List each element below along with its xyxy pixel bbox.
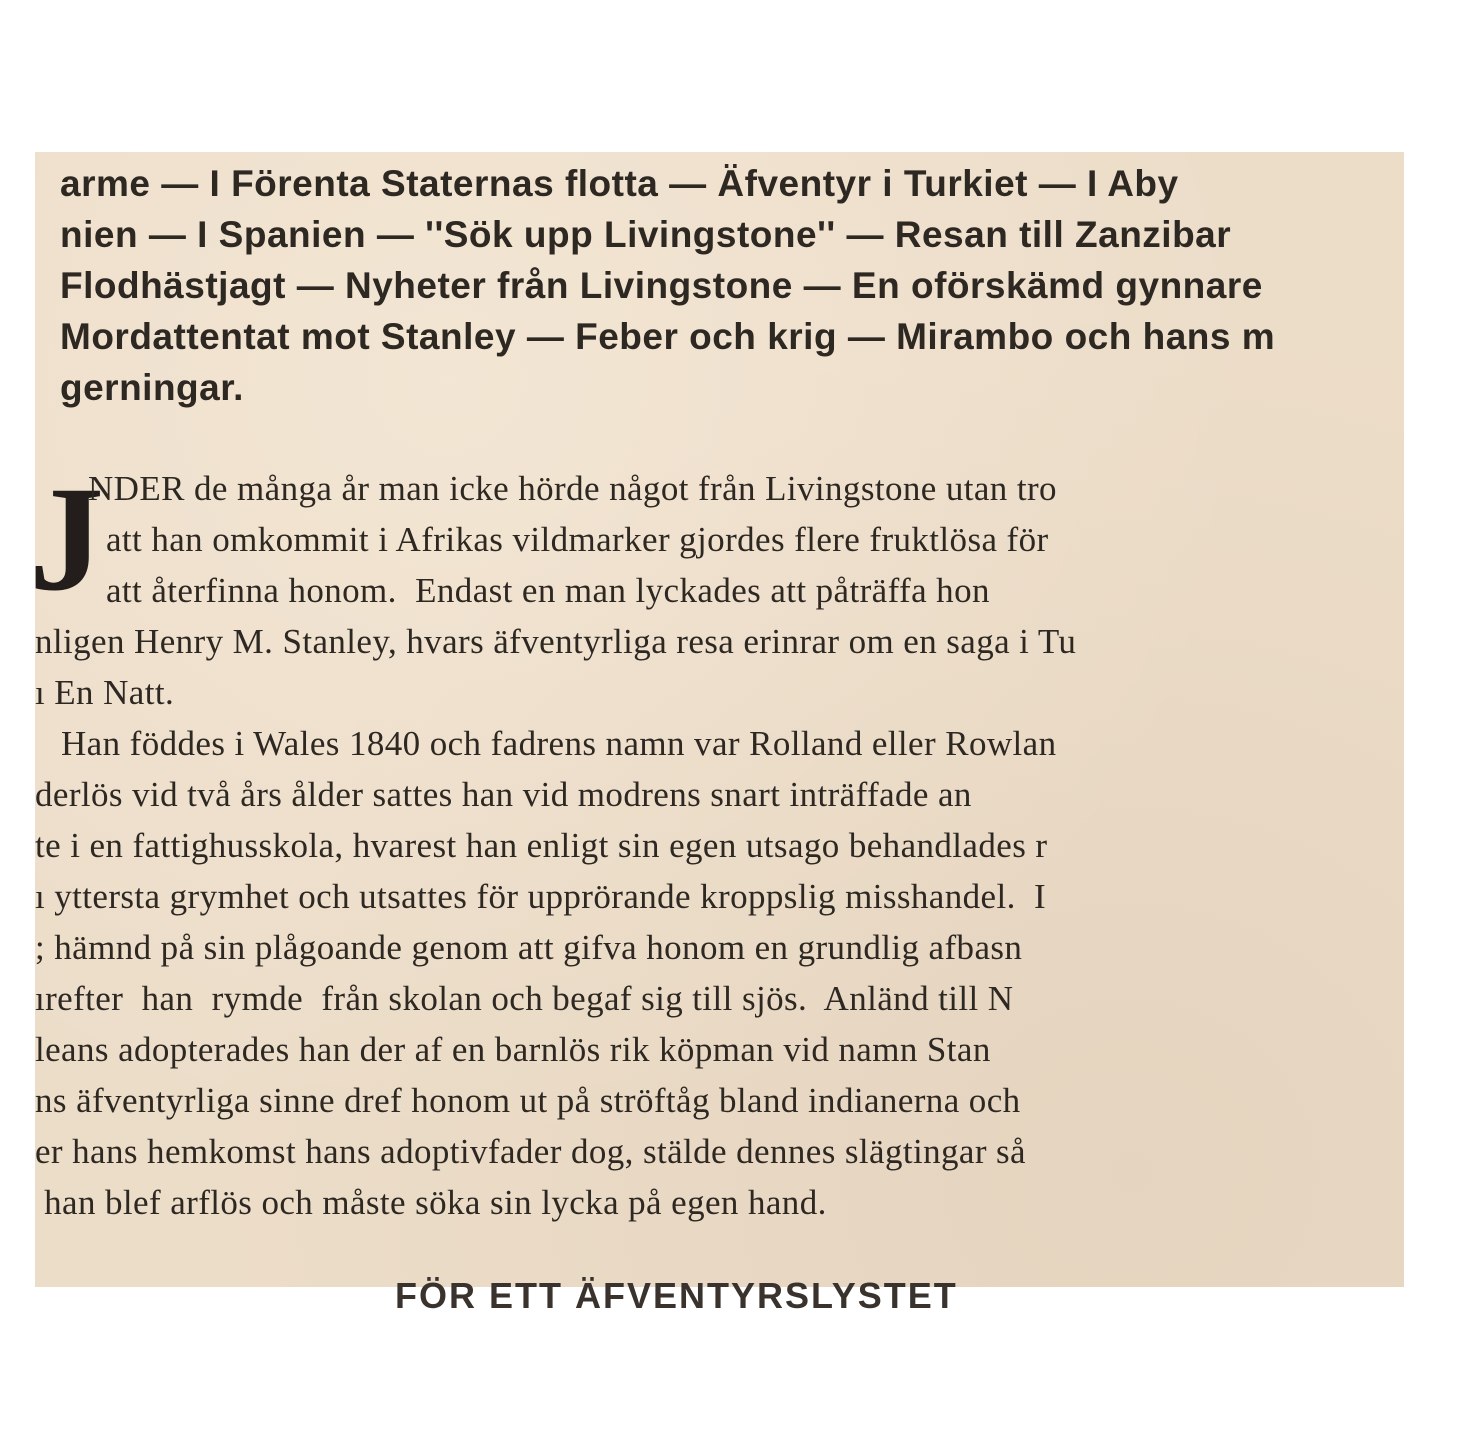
paragraph-line: te i en fattighusskola, hvarest han enligt sin egen utsago behandlades r	[35, 826, 1048, 865]
body-text	[29, 152, 1404, 1287]
paragraph-line: ı En Natt.	[35, 673, 175, 712]
cropped-heading: FÖR ETT ÄFVENTYRSLYSTET	[395, 1275, 958, 1316]
paragraph-line: leans adopterades han der af en barnlös rik köpman vid namn Stan	[35, 1030, 991, 1069]
paragraph-line: nligen Henry M. Stanley, hvars äfventyrliga resa erinrar om en saga i Tu	[35, 622, 1077, 661]
paragraph-line: att han omkommit i Afrikas vildmarker gjordes flere fruktlösa för	[106, 520, 1049, 559]
drop-cap: J	[29, 456, 104, 622]
paragraph-line: ; hämnd på sin plågoande genom att gifva honom en grundlig afbasn	[35, 928, 1023, 967]
summary-line: nien — I Spanien — ''Sök upp Livingstone'' — Resan till Zanzibar	[60, 214, 1232, 255]
paragraph-line: han blef arflös och måste söka sin lycka på egen hand.	[35, 1183, 827, 1222]
summary-line: arme — I Förenta Staternas flotta — Äfventyr i Turkiet — I Aby	[60, 163, 1179, 204]
summary-line: Flodhästjagt — Nyheter från Livingstone — En oförskämd gynnare	[60, 265, 1263, 306]
paragraph-line: derlös vid två års ålder sattes han vid modrens snart inträffade an	[35, 775, 972, 814]
paragraph-line: ırefter han rymde från skolan och begaf sig till sjös. Anländ till N	[35, 979, 1014, 1018]
scanned-page	[29, 152, 1404, 1316]
paragraph-line: Han föddes i Wales 1840 och fadrens namn var Rolland eller Rowlan	[61, 724, 1057, 763]
paragraph-line: er hans hemkomst hans adoptivfader dog, stälde dennes slägtingar så	[35, 1132, 1026, 1171]
paragraph-line: ı yttersta grymhet och utsattes för upprörande kroppslig misshandel. I	[35, 877, 1047, 916]
summary-line: Mordattentat mot Stanley — Feber och krig — Mirambo och hans m	[60, 316, 1276, 357]
paragraph-line: ns äfventyrliga sinne dref honom ut på ströftåg bland indianerna och	[35, 1081, 1021, 1120]
paragraph-line: NDER de många år man icke hörde något från Livingstone utan tro	[88, 469, 1057, 508]
paragraph-line: att återfinna honom. Endast en man lyckades att påträffa hon	[106, 571, 990, 610]
summary-line: gerningar.	[60, 367, 244, 408]
